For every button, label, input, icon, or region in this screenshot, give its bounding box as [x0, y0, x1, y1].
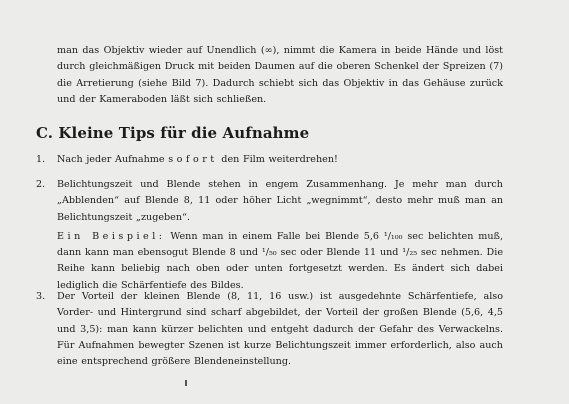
tip-number: 1.	[36, 154, 46, 165]
tip-number: 3.	[36, 291, 46, 302]
example-paragraph	[57, 229, 503, 294]
example-text: Wenn man in einem Falle bei Blende 5,6 ¹/₁₀₀ sec belichten muß, dann kann man ebensogut Blende 8 und ¹/₅₀ sec oder Blende 11 und ¹/₂₅ sec nehmen. Die Reihe kann beliebig nach oben oder unten fortgesetzt werden. Es ändert sich dabei lediglich die Schärfentiefe des Bildes.	[57, 230, 503, 291]
tip-number: 2.	[36, 179, 46, 190]
tip-body	[57, 152, 503, 168]
tip-text: Belichtungszeit und Blende stehen in engem Zusammenhang. Je mehr man durch „Abblenden“ auf Blende 8, 11 oder höher Licht „wegnimmt“, desto mehr muß man an Belichtungszeit „zugeben“.	[57, 179, 503, 223]
page-mark	[185, 380, 187, 386]
tip-body	[57, 289, 503, 370]
tip-body	[57, 177, 503, 294]
intro-paragraph: man das Objektiv wieder auf Unendlich (∞), nimmt die Kamera in beide Hände und löst durch gleichmäßigen Druck mit beiden Daumen auf die oberen Schenkel der Spreizen (7) die Arretierung (siehe Bild 7). Dadurch schiebt sich das Objektiv in das Gehäuse zurück und der Kameraboden läßt sich schließen.	[57, 45, 503, 105]
section-heading: C. Kleine Tips für die Aufnahme	[36, 124, 310, 142]
tip-text-post: den Film weiterdrehen!	[217, 154, 338, 165]
tip-emphasis: sofort	[168, 154, 218, 165]
example-label: Ein Beispiel:	[57, 230, 166, 242]
tip-text-pre: Nach jeder Aufnahme	[57, 154, 169, 165]
tip-text: Der Vorteil der kleinen Blende (8, 11, 16 usw.) ist ausgedehnte Schärfentiefe, also Vorder- und Hintergrund sind scharf abgebildet, der Vorteil der großen Blende (5,6, 4,5 und 3,5): man kann kürzer belichten und entgeht dadurch der Gefahr des Verwackelns. Für Aufnahmen bewegter Szenen ist kurze Belichtungszeit immer erforderlich, also auch eine entsprechend größere Blendeneinstellung.	[57, 291, 503, 368]
